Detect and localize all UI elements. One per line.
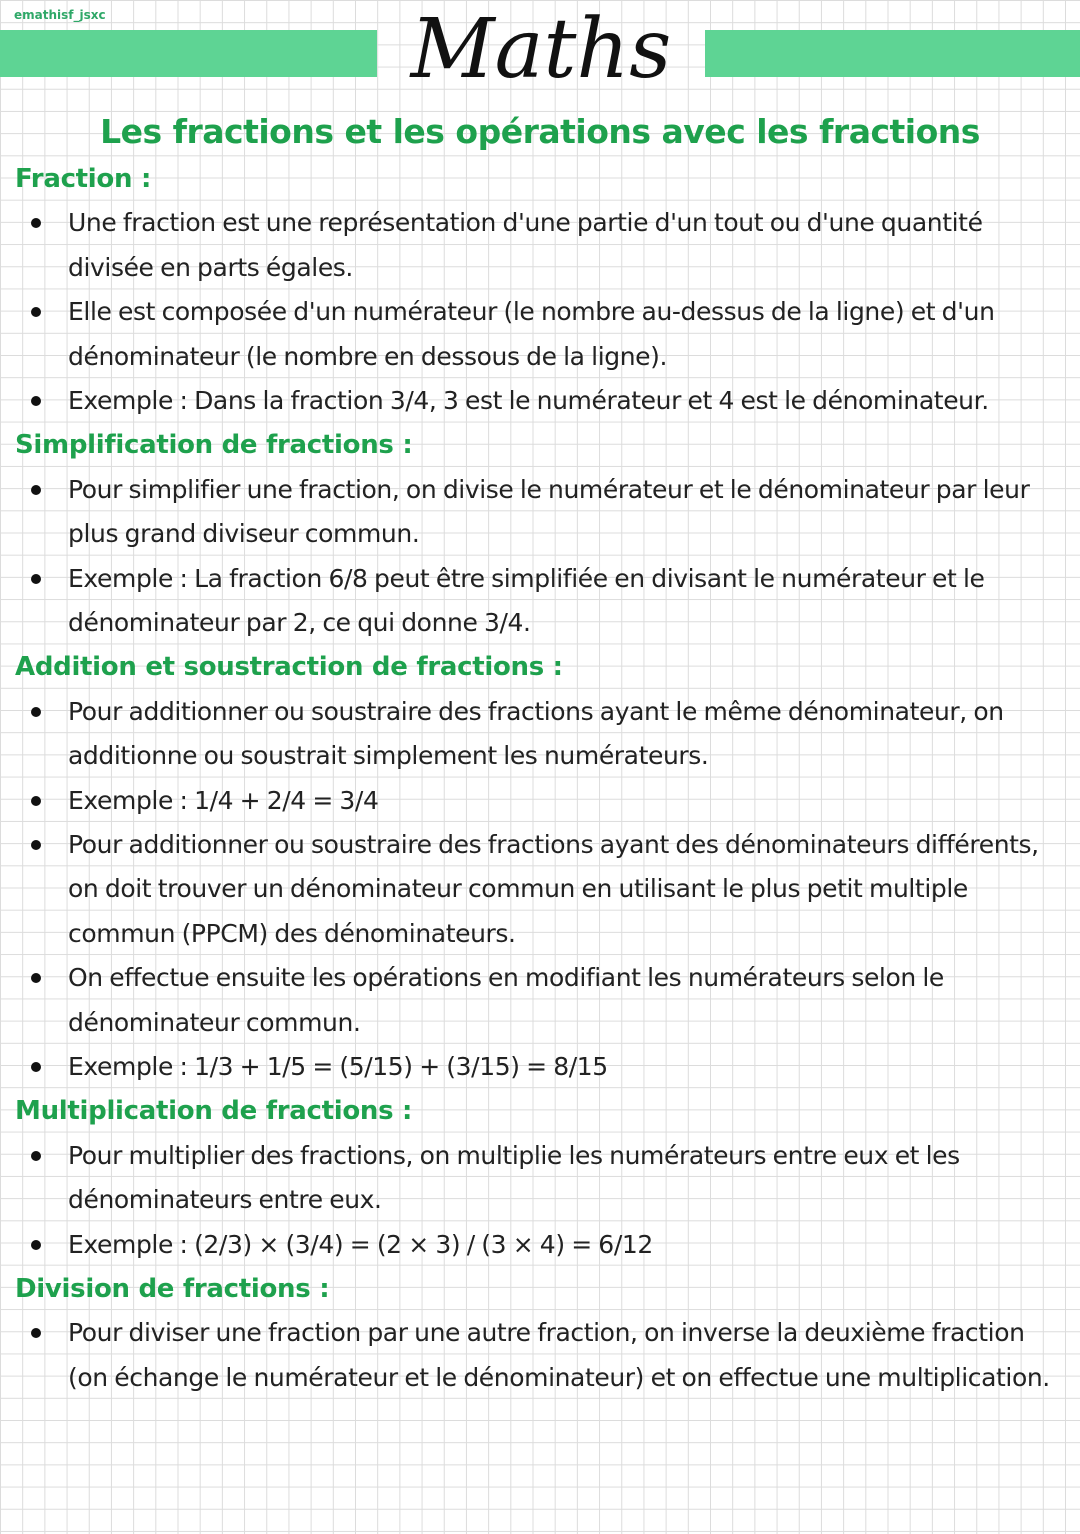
notes-content (15, 157, 1065, 1400)
list-item-text: Une fraction est une représentation d'une partie d'un tout ou d'une quantité divisée en parts égales. (68, 208, 983, 282)
header-accent-bar-left (0, 30, 377, 77)
list-item (15, 557, 1065, 646)
list-item-text: On effectue ensuite les opérations en modifiant les numérateurs selon le dénominateur commun. (68, 963, 944, 1037)
list-item (15, 290, 1065, 379)
bullet-list (15, 690, 1065, 1090)
list-item (15, 1223, 1065, 1267)
section-addition-soustraction (15, 645, 1065, 1089)
bullet-icon (31, 218, 41, 228)
list-item-text: Exemple : La fraction 6/8 peut être simplifiée en divisant le numérateur et le dénominateur par 2, ce qui donne 3/4. (68, 563, 985, 638)
bullet-icon (31, 1240, 41, 1250)
section-title: Multiplication de fractions : (15, 1096, 413, 1127)
list-item (15, 201, 1065, 290)
list-item-text: Pour multiplier des fractions, on multiplie les numérateurs entre eux et les dénominateurs entre eux. (68, 1140, 960, 1215)
section-title: Division de fractions : (15, 1274, 330, 1305)
section-fraction (15, 157, 1065, 423)
list-item (15, 1134, 1065, 1223)
section-simplification (15, 423, 1065, 645)
list-item (15, 956, 1065, 1045)
list-item-text: Pour diviser une fraction par une autre fraction, on inverse la deuxième fraction (on échange le numérateur et le dénominateur) et on effectue une multiplication. (68, 1318, 1050, 1392)
bullet-list (15, 201, 1065, 423)
bullet-icon (31, 1062, 41, 1072)
list-item (15, 379, 1065, 423)
section-title: Addition et soustraction de fractions : (15, 652, 563, 683)
list-item-text: Pour additionner ou soustraire des fractions ayant des dénominateurs différents, on doit trouver un dénominateur commun en utilisant le plus petit multiple commun (PPCM) des dénominateurs. (68, 830, 1039, 948)
list-item (15, 823, 1065, 956)
bullet-list (15, 1311, 1065, 1400)
list-item-text: Pour additionner ou soustraire des fractions ayant le même dénominateur, on additionne ou soustrait simplement les numérateurs. (68, 696, 1004, 771)
bullet-icon (31, 1151, 41, 1161)
list-item (15, 1045, 1065, 1089)
bullet-icon (31, 1328, 41, 1338)
list-item-text: Elle est composée d'un numérateur (le nombre au-dessus de la ligne) et d'un dénominateur (le nombre en dessous de la ligne). (68, 297, 995, 371)
section-title: Simplification de fractions : (15, 430, 413, 461)
bullet-icon (31, 574, 41, 584)
bullet-icon (31, 973, 41, 983)
list-item-text: Pour simplifier une fraction, on divise le numérateur et le dénominateur par leur plus grand diviseur commun. (68, 474, 1030, 549)
page-subtitle: Les fractions et les opérations avec les fractions (100, 112, 980, 151)
bullet-icon (31, 485, 41, 495)
list-item-text: Exemple : 1/4 + 2/4 = 3/4 (68, 785, 379, 815)
list-item (15, 468, 1065, 557)
list-item (15, 1311, 1065, 1400)
bullet-icon (31, 707, 41, 717)
watermark: emathisf_jsxc (14, 8, 106, 22)
bullet-icon (31, 396, 41, 406)
section-title: Fraction : (15, 164, 152, 194)
section-multiplication (15, 1089, 1065, 1267)
list-item-text: Exemple : (2/3) × (3/4) = (2 × 3) / (3 × 4) = 6/12 (68, 1229, 653, 1259)
bullet-icon (31, 307, 41, 317)
section-division (15, 1267, 1065, 1400)
bullet-icon (31, 796, 41, 806)
bullet-icon (31, 840, 41, 850)
page-title: Maths (410, 2, 672, 97)
list-item-text: Exemple : Dans la fraction 3/4, 3 est le numérateur et 4 est le dénominateur. (68, 386, 989, 416)
bullet-list (15, 1134, 1065, 1267)
list-item (15, 690, 1065, 779)
header-accent-bar-right (705, 30, 1080, 77)
bullet-list (15, 468, 1065, 646)
list-item (15, 779, 1065, 823)
list-item-text: Exemple : 1/3 + 1/5 = (5/15) + (3/15) = 8/15 (68, 1052, 608, 1082)
